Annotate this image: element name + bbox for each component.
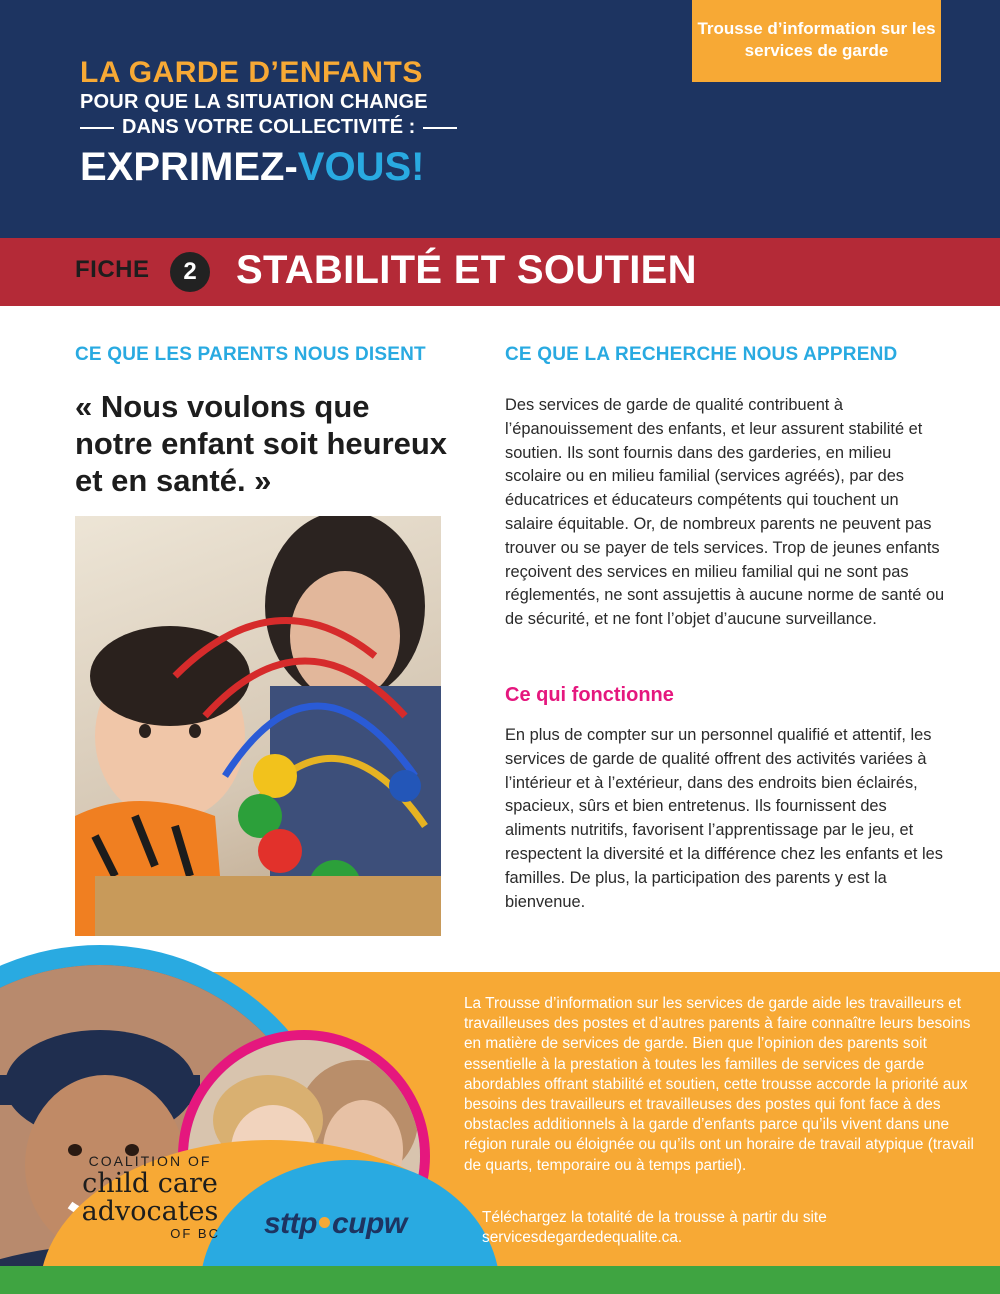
coalition-logo-line2: advocates xyxy=(81,1196,219,1227)
coalition-logo-line1: child care xyxy=(82,1168,218,1199)
fiche-title: STABILITÉ ET SOUTIEN xyxy=(236,248,697,292)
header-banner xyxy=(0,0,1000,238)
parents-quote: « Nous voulons que notre enfant soit heureux et en santé. » xyxy=(75,389,448,498)
download-text: Téléchargez la totalité de la trousse à partir du site servicesdegardedequalite.ca. xyxy=(482,1209,827,1247)
kit-info-text: La Trousse d’information sur les services de garde aide les travailleurs et travailleuses des postes et d’autres parents à faire connaître leurs besoins en matière de services de garde. Bien que l’opinion des parents soit essentielle à la prestation à toutes les familles de services de garde abordables offrant stabilité et soutien, cette trousse accorde la priorité aux besoins des travailleurs et travailleuses des postes qui font face à des obstacles additionnels à la garde d’enfants parce qu’ils vivent dans une région rurale ou éloignée ou qu’ils ont un horaire de travail atypique (travail de quarts, temporaire ou à temps partiel). xyxy=(464,995,974,1174)
title-line-2: POUR QUE LA SITUATION CHANGE xyxy=(80,91,428,113)
main-title xyxy=(80,56,480,192)
fiche-number-badge: 2 xyxy=(170,252,210,292)
child-playing-photo xyxy=(75,516,441,936)
title-rule-left xyxy=(80,127,114,129)
title-line-4-part2: VOUS! xyxy=(297,145,425,189)
what-works-heading: Ce qui fonctionne xyxy=(505,684,674,706)
fiche-label: FICHE xyxy=(75,256,150,283)
research-paragraph: Des services de garde de qualité contribuent à l’épanouissement des enfants, et leur assurent stabilité et soutien. Ils sont fournis dans des garderies, en milieu scolaire ou en milieu familial (services agréés), par des éducatrices et éducateurs compétents qui touchent un salaire équitable. Or, de nombreux parents ne peuvent pas trouver ou se payer de tels services. Trop de jeunes enfants reçoivent des services en milieu familial qui ne sont pas réglementés, ne sont assujettis à aucune norme de santé ou de sécurité, et ne font l’objet d’aucune surveillance. xyxy=(505,396,945,629)
cupw-text: cupw xyxy=(332,1207,407,1240)
sttp-text: sttp xyxy=(264,1207,317,1240)
logo-dot-icon xyxy=(319,1217,330,1228)
title-line-4-part1: EXPRIMEZ- xyxy=(80,145,298,189)
parents-heading: CE QUE LES PARENTS NOUS DISENT xyxy=(75,344,426,365)
coalition-logo xyxy=(80,1152,220,1242)
title-line-3 xyxy=(80,115,480,140)
child-playing-illustration xyxy=(75,516,441,936)
title-line-4 xyxy=(80,142,480,192)
coalition-logo-bottom: OF BC xyxy=(170,1226,220,1241)
research-heading: CE QUE LA RECHERCHE NOUS APPREND xyxy=(505,344,898,365)
footer-green-bar xyxy=(0,1266,1000,1294)
kit-badge: Trousse d’information sur les services de garde xyxy=(692,0,941,82)
sttp-cupw-logo xyxy=(264,1207,407,1241)
title-line-3-text: DANS VOTRE COLLECTIVITÉ : xyxy=(122,116,416,138)
title-rule-right xyxy=(423,127,457,129)
title-line-1: LA GARDE D’ENFANTS xyxy=(80,56,423,89)
coalition-logo-top: COALITION OF xyxy=(88,1153,212,1169)
what-works-paragraph: En plus de compter sur un personnel qualifié et attentif, les services de garde de qualité offrent des activités variées à l’intérieur et à l’extérieur, dans des endroits bien éclairés, spacieux, sûrs et bien entretenus. Ils fournissent des aliments nutritifs, favorisent l’apprentissage par le jeu, et respectent la diversité et la différence chez les enfants et les familles. De plus, la participation des parents y est la bienvenue. xyxy=(505,726,943,911)
fiche-bar xyxy=(0,238,1000,306)
